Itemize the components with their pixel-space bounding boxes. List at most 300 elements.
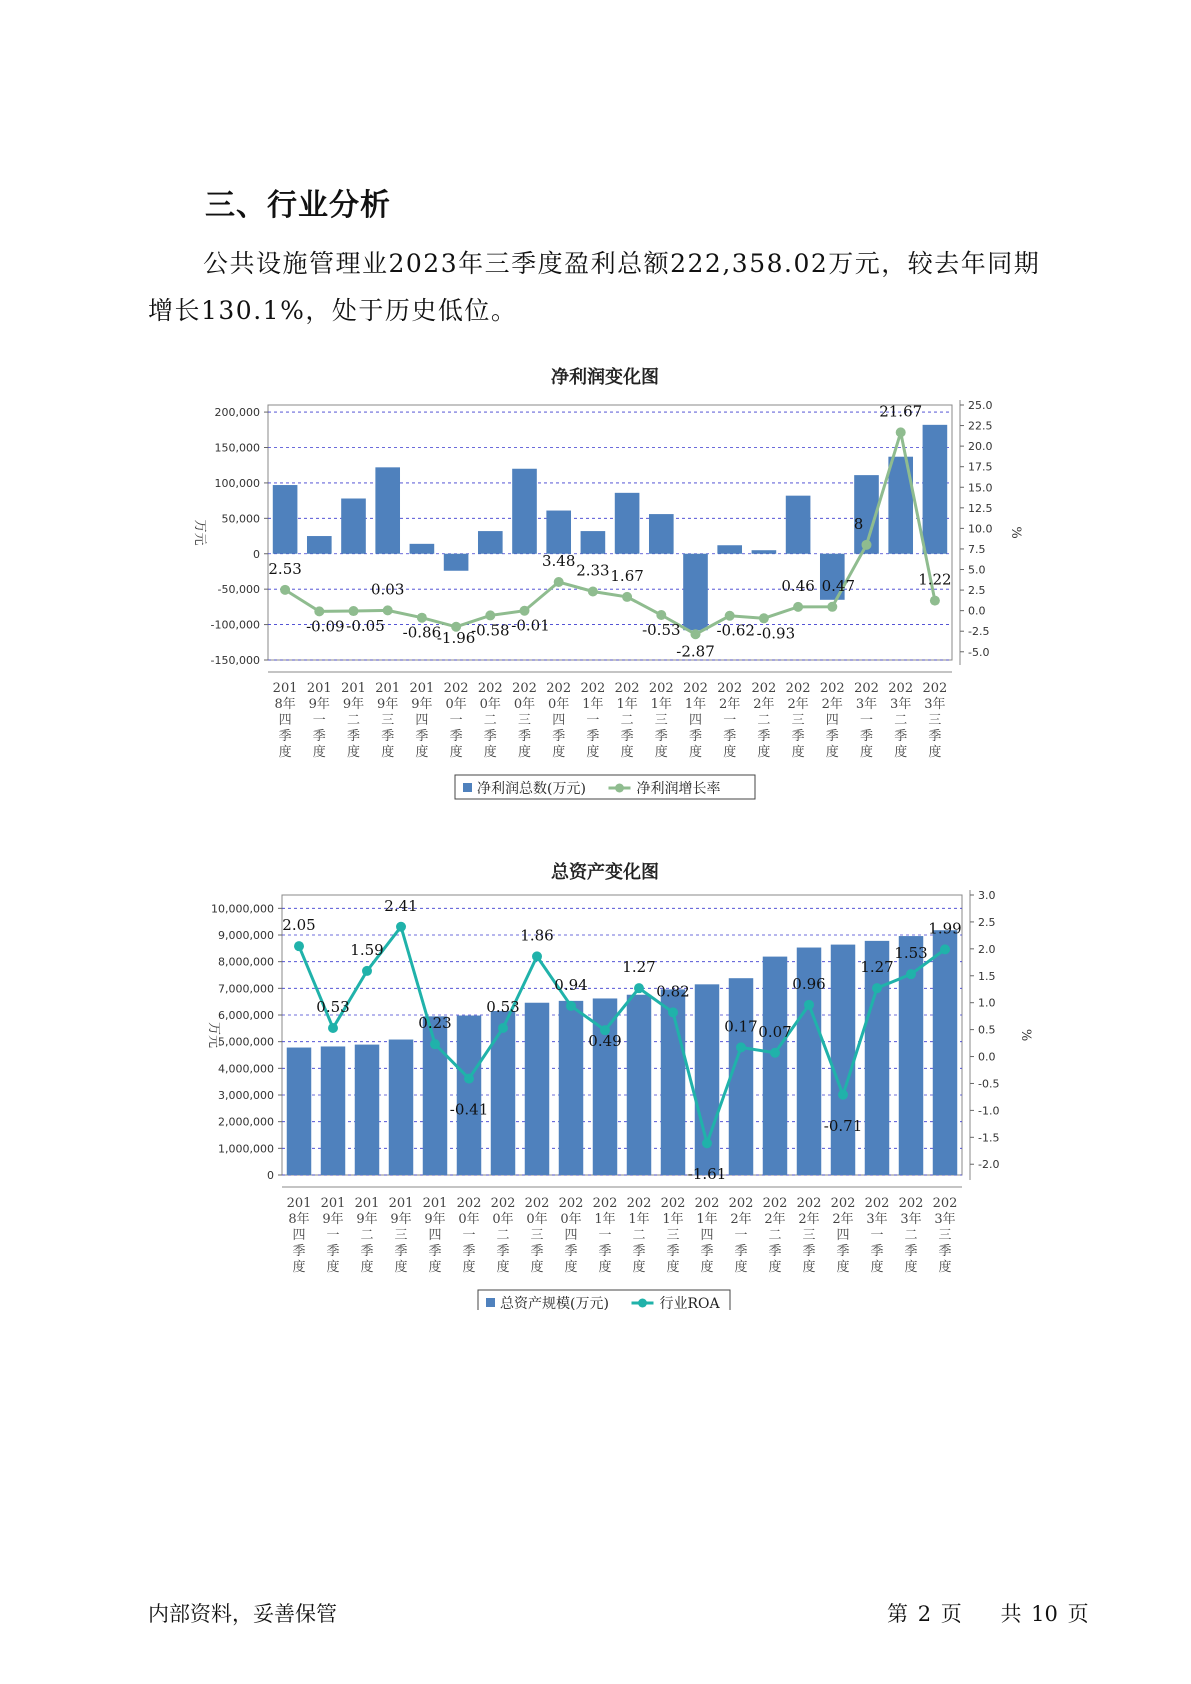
x-tick-label: 9年 [377, 697, 399, 712]
y2-tick-label: 2.5 [968, 584, 986, 598]
y2-tick-label: 3.0 [978, 889, 996, 902]
footer-confidential: 内部资料，妥善保管 [148, 1602, 337, 1626]
bar [341, 499, 366, 554]
x-tick-label: 四 [688, 713, 703, 728]
y-tick-label: -150,000 [210, 654, 260, 667]
y-tick-label: 150,000 [214, 441, 260, 455]
x-tick-label: 2年 [798, 1212, 820, 1227]
x-tick-label: 季 [278, 729, 292, 744]
data-label: -1.61 [687, 1165, 727, 1184]
y2-tick-label: -1.5 [978, 1131, 1000, 1145]
data-label: 1.59 [350, 940, 384, 959]
y2-tick-label: -5.0 [968, 645, 990, 659]
line-point [328, 1023, 338, 1033]
line-point [668, 1007, 678, 1017]
x-tick-label: 2年 [832, 1212, 854, 1227]
bar [581, 531, 606, 554]
x-tick-label: 季 [859, 729, 874, 744]
x-tick-label: 季 [757, 729, 771, 744]
bar [683, 554, 708, 631]
data-label: 0.23 [418, 1014, 452, 1033]
x-tick-label: 一 [598, 1228, 612, 1243]
x-tick-label: 季 [326, 1244, 340, 1259]
bar [649, 514, 674, 554]
x-tick-label: 202 [922, 681, 948, 696]
line-point [940, 944, 950, 954]
data-label: 0.17 [724, 1017, 758, 1036]
bar [717, 545, 742, 554]
x-tick-label: 季 [928, 729, 942, 744]
x-tick-label: 季 [598, 1244, 612, 1259]
y2-tick-label: 17.5 [968, 460, 993, 474]
y-tick-label: 200,000 [214, 406, 260, 420]
x-tick-label: 度 [757, 745, 771, 760]
y2-tick-label: 2.0 [978, 942, 996, 956]
line-point [430, 1039, 440, 1049]
x-tick-label: 度 [278, 745, 292, 760]
data-label: 0.53 [316, 998, 350, 1016]
y2-tick-label: 7.5 [968, 542, 986, 556]
legend-bar-label: 净利润总数(万元) [477, 781, 586, 797]
x-tick-label: 一 [723, 713, 737, 728]
x-tick-label: 1年 [684, 697, 707, 712]
bar [786, 496, 811, 554]
summary-paragraph [148, 240, 1048, 334]
line-point [827, 602, 837, 612]
x-tick-label: 一 [462, 1228, 476, 1243]
x-tick-label: 度 [381, 745, 395, 760]
x-tick-label: 度 [496, 1260, 510, 1275]
legend-line-marker [638, 1299, 647, 1308]
y2-tick-label: 25.0 [968, 399, 993, 412]
x-tick-label: 度 [688, 745, 703, 760]
x-tick-label: 3年 [934, 1212, 956, 1227]
legend-bar-swatch [486, 1298, 495, 1307]
y-tick-label: 0 [267, 1169, 274, 1182]
x-tick-label: 三 [394, 1228, 408, 1243]
legend-bar-swatch [463, 783, 472, 792]
data-label: -0.58 [471, 621, 510, 640]
bar [375, 467, 400, 553]
x-tick-label: 202 [888, 681, 914, 696]
x-tick-label: 季 [734, 1244, 748, 1259]
line-point [396, 922, 406, 932]
legend-line-label: 净利润增长率 [636, 781, 721, 797]
x-tick-label: 季 [938, 1244, 952, 1259]
data-label: 2.53 [268, 559, 302, 578]
y-tick-label: 50,000 [221, 512, 260, 526]
y-tick-label: -50,000 [217, 583, 260, 597]
bar [525, 1003, 549, 1175]
x-tick-label: 202 [512, 681, 537, 696]
y2-tick-label: -1.0 [978, 1104, 1000, 1118]
line-point [736, 1042, 746, 1052]
x-tick-label: 1年 [594, 1212, 616, 1227]
x-tick-label: 201 [306, 681, 332, 696]
x-tick-label: 季 [870, 1244, 884, 1259]
x-tick-label: 度 [483, 745, 497, 760]
x-tick-label: 201 [409, 681, 435, 696]
x-tick-label: 0年 [479, 697, 501, 712]
x-tick-label: 度 [462, 1260, 476, 1275]
line-point [280, 585, 290, 595]
x-tick-label: 202 [443, 681, 469, 696]
page-total-prefix: 共 [1000, 1602, 1022, 1626]
x-tick-label: 季 [381, 729, 395, 744]
y2-tick-label: 20.0 [968, 440, 993, 454]
y-tick-label: 8,000,000 [218, 955, 274, 969]
x-tick-label: 季 [620, 729, 634, 744]
x-tick-label: 0年 [560, 1212, 582, 1227]
line-point [520, 606, 530, 616]
y2-axis-label: % [1018, 1028, 1033, 1042]
x-tick-label: 度 [598, 1260, 612, 1275]
x-tick-label: 9年 [424, 1212, 446, 1227]
data-label: -0.41 [449, 1100, 489, 1119]
line-point [691, 629, 701, 639]
x-tick-label: 3年 [890, 697, 912, 712]
bar [457, 1016, 481, 1175]
data-label: 2.41 [384, 896, 418, 915]
line-point [349, 606, 359, 616]
y2-axis-label: % [1008, 526, 1023, 539]
x-tick-label: 1年 [628, 1212, 650, 1227]
x-tick-label: 一 [870, 1228, 884, 1243]
x-tick-label: 度 [346, 745, 361, 760]
data-label: -0.62 [716, 621, 755, 640]
x-tick-label: 四 [700, 1228, 714, 1243]
x-tick-label: 202 [819, 681, 845, 696]
x-tick-label: 2年 [821, 697, 843, 712]
data-label: 21.67 [879, 402, 923, 421]
x-tick-label: 季 [517, 729, 532, 744]
line-point [862, 540, 872, 550]
x-tick-label: 2年 [764, 1212, 786, 1227]
x-tick-label: 202 [592, 1196, 618, 1211]
x-tick-label: 202 [524, 1196, 550, 1211]
x-tick-label: 二 [894, 713, 908, 728]
x-tick-label: 度 [312, 745, 326, 760]
y2-tick-label: 10.0 [968, 522, 993, 536]
x-tick-label: 1年 [662, 1212, 684, 1227]
x-tick-label: 季 [802, 1244, 816, 1259]
line-point [793, 602, 803, 612]
x-tick-label: 202 [830, 1196, 856, 1211]
chart-title: 总资产变化图 [551, 862, 659, 883]
line-point [702, 1138, 712, 1148]
x-tick-label: 季 [654, 729, 668, 744]
x-tick-label: 201 [375, 681, 401, 696]
x-tick-label: 二 [632, 1228, 646, 1243]
y-tick-label: 7,000,000 [218, 982, 274, 996]
legend-bar-label: 总资产规模(万元) [500, 1296, 609, 1310]
y-tick-label: 2,000,000 [218, 1115, 274, 1129]
x-tick-label: 202 [854, 681, 879, 696]
x-tick-label: 202 [546, 681, 572, 696]
bar [831, 945, 855, 1175]
x-tick-label: 202 [717, 681, 743, 696]
x-tick-label: 三 [938, 1228, 952, 1243]
x-tick-label: 9年 [308, 697, 330, 712]
x-tick-label: 1年 [650, 697, 672, 712]
x-tick-label: 202 [864, 1196, 890, 1211]
x-tick-label: 季 [768, 1244, 782, 1259]
x-tick-label: 三 [928, 713, 942, 728]
bar [763, 957, 787, 1175]
net-profit-chart [0, 355, 1191, 815]
data-label: 1.27 [860, 958, 894, 977]
x-tick-label: 3年 [855, 697, 878, 712]
x-tick-label: 季 [394, 1244, 408, 1259]
x-tick-label: 度 [394, 1260, 408, 1275]
y2-tick-label: 0.0 [968, 604, 986, 618]
line-point [634, 983, 644, 993]
data-label: 1.99 [928, 919, 962, 938]
data-label: 0.03 [370, 580, 405, 599]
x-tick-label: 度 [768, 1260, 782, 1275]
page-total: 10 [1031, 1602, 1058, 1626]
x-tick-label: 202 [728, 1196, 754, 1211]
x-tick-label: 季 [428, 1244, 442, 1259]
y-tick-label: 9,000,000 [218, 929, 274, 942]
data-label: -0.01 [511, 616, 550, 635]
bar [933, 930, 957, 1175]
x-tick-label: 度 [530, 1260, 544, 1275]
data-label: 0.53 [486, 998, 520, 1016]
x-tick-label: 9年 [390, 1212, 412, 1227]
x-tick-label: 二 [904, 1228, 918, 1243]
y2-tick-label: -2.5 [968, 625, 990, 639]
line-point [532, 951, 542, 961]
line-point [930, 596, 940, 606]
data-label: 1.22 [918, 570, 952, 589]
x-tick-label: 202 [762, 1196, 788, 1211]
x-tick-label: 1年 [582, 697, 604, 712]
total-assets-chart-svg [0, 850, 1191, 1310]
x-tick-label: 季 [723, 729, 737, 744]
x-tick-label: 季 [688, 729, 703, 744]
line-point [872, 983, 882, 993]
section-heading: 三、行业分析 [205, 188, 391, 223]
x-tick-label: 季 [552, 729, 566, 744]
x-tick-label: 三 [654, 713, 668, 728]
y2-tick-label: 5.0 [968, 563, 986, 577]
x-tick-label: 度 [564, 1260, 578, 1275]
data-label: 1.86 [520, 926, 554, 945]
x-tick-label: 0年 [548, 697, 570, 712]
x-tick-label: 201 [320, 1196, 346, 1211]
x-tick-label: 二 [483, 713, 497, 728]
x-tick-label: 度 [870, 1260, 884, 1275]
x-tick-label: 季 [496, 1244, 510, 1259]
page-current: 2 [917, 1602, 932, 1626]
bar [627, 995, 651, 1175]
y-tick-label: 3,000,000 [218, 1089, 274, 1102]
x-tick-label: 202 [456, 1196, 482, 1211]
x-tick-label: 202 [648, 681, 674, 696]
line-point [622, 592, 632, 602]
x-tick-label: 202 [932, 1196, 958, 1211]
x-tick-label: 度 [802, 1260, 816, 1275]
bar [512, 469, 537, 554]
x-tick-label: 季 [700, 1244, 714, 1259]
line-point [485, 610, 495, 620]
x-tick-label: 一 [449, 713, 463, 728]
x-tick-label: 四 [415, 713, 429, 728]
x-tick-label: 一 [586, 713, 600, 728]
x-tick-label: 度 [904, 1260, 918, 1275]
x-tick-label: 二 [346, 713, 361, 728]
x-tick-label: 9年 [342, 697, 365, 712]
bar [923, 425, 948, 554]
x-tick-label: 8年 [288, 1212, 310, 1227]
data-label: -0.05 [346, 617, 385, 636]
line-point [566, 1001, 576, 1011]
x-tick-label: 3年 [900, 1212, 922, 1227]
total-assets-chart [0, 850, 1191, 1310]
data-label: 0.96 [792, 974, 826, 993]
line-point [725, 611, 735, 621]
x-tick-label: 度 [894, 745, 908, 760]
x-tick-label: 季 [312, 729, 326, 744]
x-tick-label: 度 [666, 1260, 680, 1275]
y2-tick-label: 0.5 [978, 1023, 996, 1037]
data-label: 3.48 [541, 552, 576, 571]
bar [321, 1046, 345, 1175]
data-label: 0.46 [781, 576, 815, 595]
y-axis-label: 万元 [206, 1021, 221, 1049]
x-tick-label: 度 [654, 745, 668, 760]
x-tick-label: 四 [292, 1228, 306, 1243]
x-tick-label: 202 [694, 1196, 720, 1211]
x-tick-label: 1年 [696, 1212, 718, 1227]
line-point [294, 941, 304, 951]
data-label: 1.53 [894, 944, 928, 963]
line-point [838, 1090, 848, 1100]
bar [729, 978, 753, 1175]
x-tick-label: 202 [626, 1196, 652, 1211]
x-tick-label: 0年 [526, 1212, 548, 1227]
summary-text: 公共设施管理业2023年三季度盈利总额222,358.02万元，较去年同期增长130.1%，处于历史低位。 [148, 249, 1041, 325]
y2-tick-label: 2.5 [978, 915, 996, 929]
x-tick-label: 0年 [458, 1212, 480, 1227]
data-label: 8 [853, 514, 864, 533]
x-tick-label: 四 [552, 713, 566, 728]
x-tick-label: 四 [825, 713, 839, 728]
x-tick-label: 度 [586, 745, 600, 760]
page-suffix: 页 [1067, 1602, 1089, 1626]
line-point [656, 610, 666, 620]
x-tick-label: 季 [360, 1244, 374, 1259]
x-tick-label: 度 [552, 745, 566, 760]
data-label: -0.71 [823, 1116, 863, 1135]
line-point [906, 969, 916, 979]
bar [478, 531, 503, 554]
x-tick-label: 202 [660, 1196, 686, 1211]
x-tick-label: 度 [928, 745, 942, 760]
x-tick-label: 季 [530, 1244, 544, 1259]
x-tick-label: 一 [859, 713, 874, 728]
line-point [554, 577, 564, 587]
page-mid: 页 [940, 1602, 962, 1626]
x-tick-label: 度 [859, 745, 874, 760]
bar [287, 1048, 311, 1175]
x-tick-label: 201 [272, 681, 298, 696]
data-label: -2.87 [676, 642, 715, 661]
y-tick-label: 100,000 [214, 476, 260, 490]
data-label: -0.86 [402, 623, 442, 642]
bar [355, 1045, 379, 1175]
x-tick-label: 度 [517, 745, 532, 760]
x-tick-label: 度 [620, 745, 634, 760]
x-tick-label: 一 [734, 1228, 748, 1243]
bar [389, 1040, 413, 1175]
data-label: -0.93 [756, 624, 796, 643]
bar [491, 1011, 515, 1175]
x-tick-label: 2年 [753, 697, 775, 712]
y2-tick-label: -0.5 [978, 1077, 1000, 1091]
x-tick-label: 四 [836, 1228, 850, 1243]
y-tick-label: -100,000 [210, 618, 260, 632]
line-point [464, 1074, 474, 1084]
x-tick-label: 9年 [356, 1212, 378, 1227]
x-tick-label: 度 [632, 1260, 646, 1275]
line-point [804, 1000, 814, 1010]
bar [615, 493, 640, 554]
x-tick-label: 202 [898, 1196, 924, 1211]
data-label: 2.05 [282, 916, 316, 935]
x-tick-label: 季 [564, 1244, 578, 1259]
x-tick-label: 度 [734, 1260, 748, 1275]
x-tick-label: 201 [422, 1196, 448, 1211]
x-tick-label: 季 [462, 1244, 476, 1259]
x-tick-label: 202 [796, 1196, 822, 1211]
y2-tick-label: 22.5 [968, 419, 993, 433]
x-tick-label: 度 [360, 1260, 374, 1275]
y2-tick-label: 0.0 [978, 1050, 996, 1064]
x-tick-label: 2年 [719, 697, 741, 712]
line-point [770, 1048, 780, 1058]
x-tick-label: 202 [751, 681, 777, 696]
data-label: 0.94 [554, 975, 588, 994]
data-label: -1.96 [436, 628, 476, 647]
x-tick-label: 季 [666, 1244, 680, 1259]
x-tick-label: 度 [415, 745, 429, 760]
y2-tick-label: -2.0 [978, 1158, 1000, 1172]
data-label: -0.09 [306, 617, 345, 636]
x-tick-label: 季 [791, 729, 805, 744]
footer-page-number [887, 1598, 1089, 1628]
legend-line-label: 行业ROA [659, 1296, 720, 1310]
y2-tick-label: 1.5 [978, 969, 996, 983]
y-axis-label: 万元 [192, 519, 207, 546]
x-tick-label: 201 [388, 1196, 414, 1211]
x-tick-label: 季 [449, 729, 463, 744]
x-tick-label: 202 [614, 681, 640, 696]
x-tick-label: 201 [354, 1196, 380, 1211]
data-label: 0.82 [656, 982, 690, 1001]
x-tick-label: 二 [620, 713, 634, 728]
x-tick-label: 2年 [787, 697, 809, 712]
y-tick-label: 1,000,000 [218, 1142, 274, 1156]
net-profit-chart-svg [0, 355, 1191, 815]
bar [546, 511, 571, 554]
x-tick-label: 四 [278, 713, 292, 728]
x-tick-label: 度 [938, 1260, 952, 1275]
x-tick-label: 三 [381, 713, 395, 728]
x-tick-label: 季 [825, 729, 839, 744]
x-tick-label: 3年 [866, 1212, 888, 1227]
